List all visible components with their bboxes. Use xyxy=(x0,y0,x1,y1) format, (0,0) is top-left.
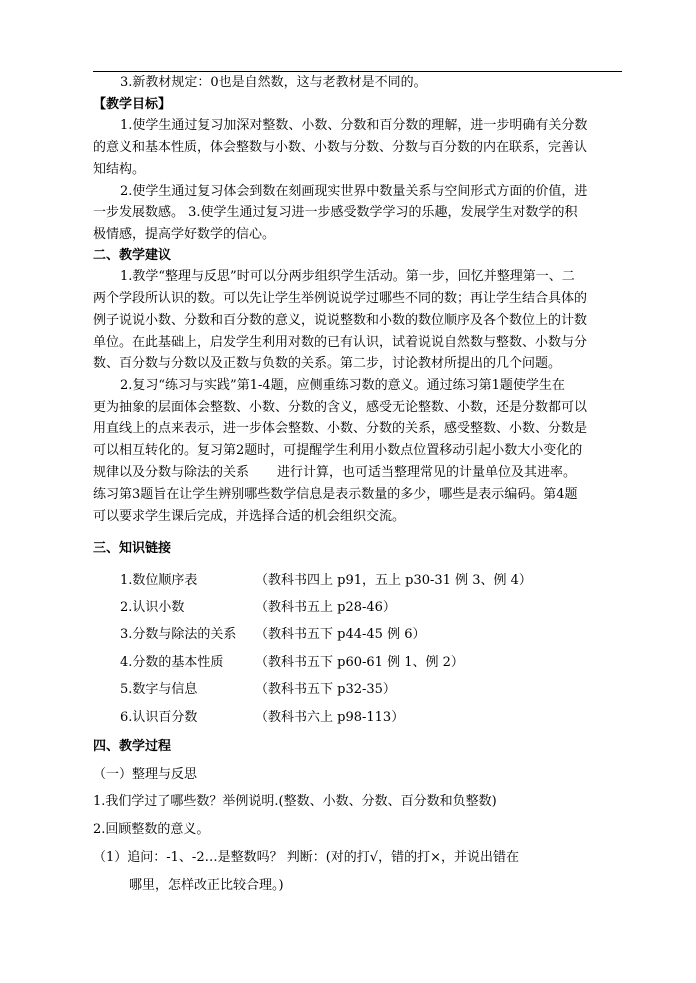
goal-1-line-1: 1.使学生通过复习加深对整数、小数、分数和百分数的理解，进一步明确有关分数 xyxy=(120,118,588,133)
suggestion-2-line-5 xyxy=(93,465,576,481)
goal-1-line-3: 知结构。 xyxy=(93,162,146,177)
goal-1-line-2: 的意义和基本性质，体会整数与小数、小数与分数、分数与百分数的内在联系，完善认 xyxy=(93,140,588,155)
link-4-title: 4.分数的基本性质 xyxy=(120,655,224,670)
link-3-ref: （教科书五下 p44-45 例 6） xyxy=(255,627,426,642)
link-6-title: 6.认识百分数 xyxy=(120,710,198,725)
suggestion-1-line-3: 例子说说小数、分数和百分数的意义，说说整数和小数的数位顺序及各个数位上的计数 xyxy=(93,313,588,328)
suggestion-1-line-5: 数、百分数与分数以及正数与负数的关系。第二步，讨论教材所提出的几个问题。 xyxy=(93,356,562,371)
section-heading-goals: 【教学目标】 xyxy=(93,97,172,112)
link-1-ref: （教科书四上 p91，五上 p30-31 例 3、例 4） xyxy=(255,573,532,588)
link-2-ref: （教科书五上 p28-46） xyxy=(255,600,396,615)
goal-2-line-1: 2.使学生通过复习体会到数在刻画现实世界中数量关系与空间形式方面的价值，进 xyxy=(120,184,588,199)
subsection-heading: （一）整理与反思 xyxy=(93,767,198,782)
link-4-ref: （教科书五下 p60-61 例 1、例 2） xyxy=(255,655,464,670)
suggestion-2-line-5b: 进行计算，也可适当整理常见的计量单位及其进率。 xyxy=(277,465,577,480)
suggestion-2-line-1: 2.复习“练习与实践”第1-4题，应侧重练习数的意义。通过练习第1题使学生在 xyxy=(120,378,565,393)
goal-2-line-2: 一步发展数感。 3.使学生通过复习进一步感受数学学习的乐趣，发展学生对数学的积 xyxy=(93,205,578,220)
header-rule xyxy=(93,71,622,72)
process-question-1: （1）追问：-1、-2…是整数吗？ 判断：(对的打√，错的打×，并说出错在 xyxy=(93,850,519,865)
suggestion-1-line-1: 1.教学“整理与反思”时可以分两步组织学生活动。第一步，回忆并整理第一、二 xyxy=(120,269,575,284)
suggestion-2-line-5a: 规律以及分数与除法的关系 xyxy=(93,465,250,480)
process-step-1: 1.我们学过了哪些数？举例说明.(整数、小数、分数、百分数和负整数) xyxy=(93,794,497,809)
suggestion-2-line-2: 更为抽象的层面体会整数、小数、分数的含义，感受无论整数、小数，还是分数都可以 xyxy=(93,400,588,415)
suggestion-2-line-4: 可以相互转化的。复习第2题时，可提醒学生利用小数点位置移动引起小数大小变化的 xyxy=(93,443,583,458)
link-5-title: 5.数字与信息 xyxy=(120,682,198,697)
link-1-title: 1.数位顺序表 xyxy=(120,573,198,588)
section-heading-process: 四、教学过程 xyxy=(93,739,172,754)
link-5-ref: （教科书五下 p32-35） xyxy=(255,682,396,697)
link-6-ref: （教科书六上 p98-113） xyxy=(255,710,405,725)
process-step-2: 2.回顾整数的意义。 xyxy=(93,822,210,837)
section-heading-suggestions: 二、教学建议 xyxy=(93,248,172,263)
section-heading-links: 三、知识链接 xyxy=(93,541,172,556)
link-3-title: 3.分数与除法的关系 xyxy=(120,627,237,642)
suggestion-1-line-4: 单位。在此基础上，启发学生利用对数的已有认识，试着说说自然数与整数、小数与分 xyxy=(93,335,588,350)
suggestion-2-line-6: 练习第3题旨在让学生辨别哪些数学信息是表示数量的多少，哪些是表示编码。第4题 xyxy=(93,487,578,502)
suggestion-2-line-7: 可以要求学生课后完成，并选择合适的机会组织交流。 xyxy=(93,509,406,524)
goal-2-line-3: 极情感，提高学好数学的信心。 xyxy=(93,227,276,242)
process-question-1-cont: 哪里，怎样改正比较合理。) xyxy=(129,878,284,893)
suggestion-1-line-2: 两个学段所认识的数。可以先让学生举例说说学过哪些不同的数；再让学生结合具体的 xyxy=(93,291,588,306)
note-line: 3.新教材规定：0也是自然数，这与老教材是不同的。 xyxy=(120,75,427,90)
suggestion-2-line-3: 用直线上的点来表示，进一步体会整数、小数、分数的关系，感受整数、小数、分数是 xyxy=(93,421,588,436)
link-2-title: 2.认识小数 xyxy=(120,600,185,615)
